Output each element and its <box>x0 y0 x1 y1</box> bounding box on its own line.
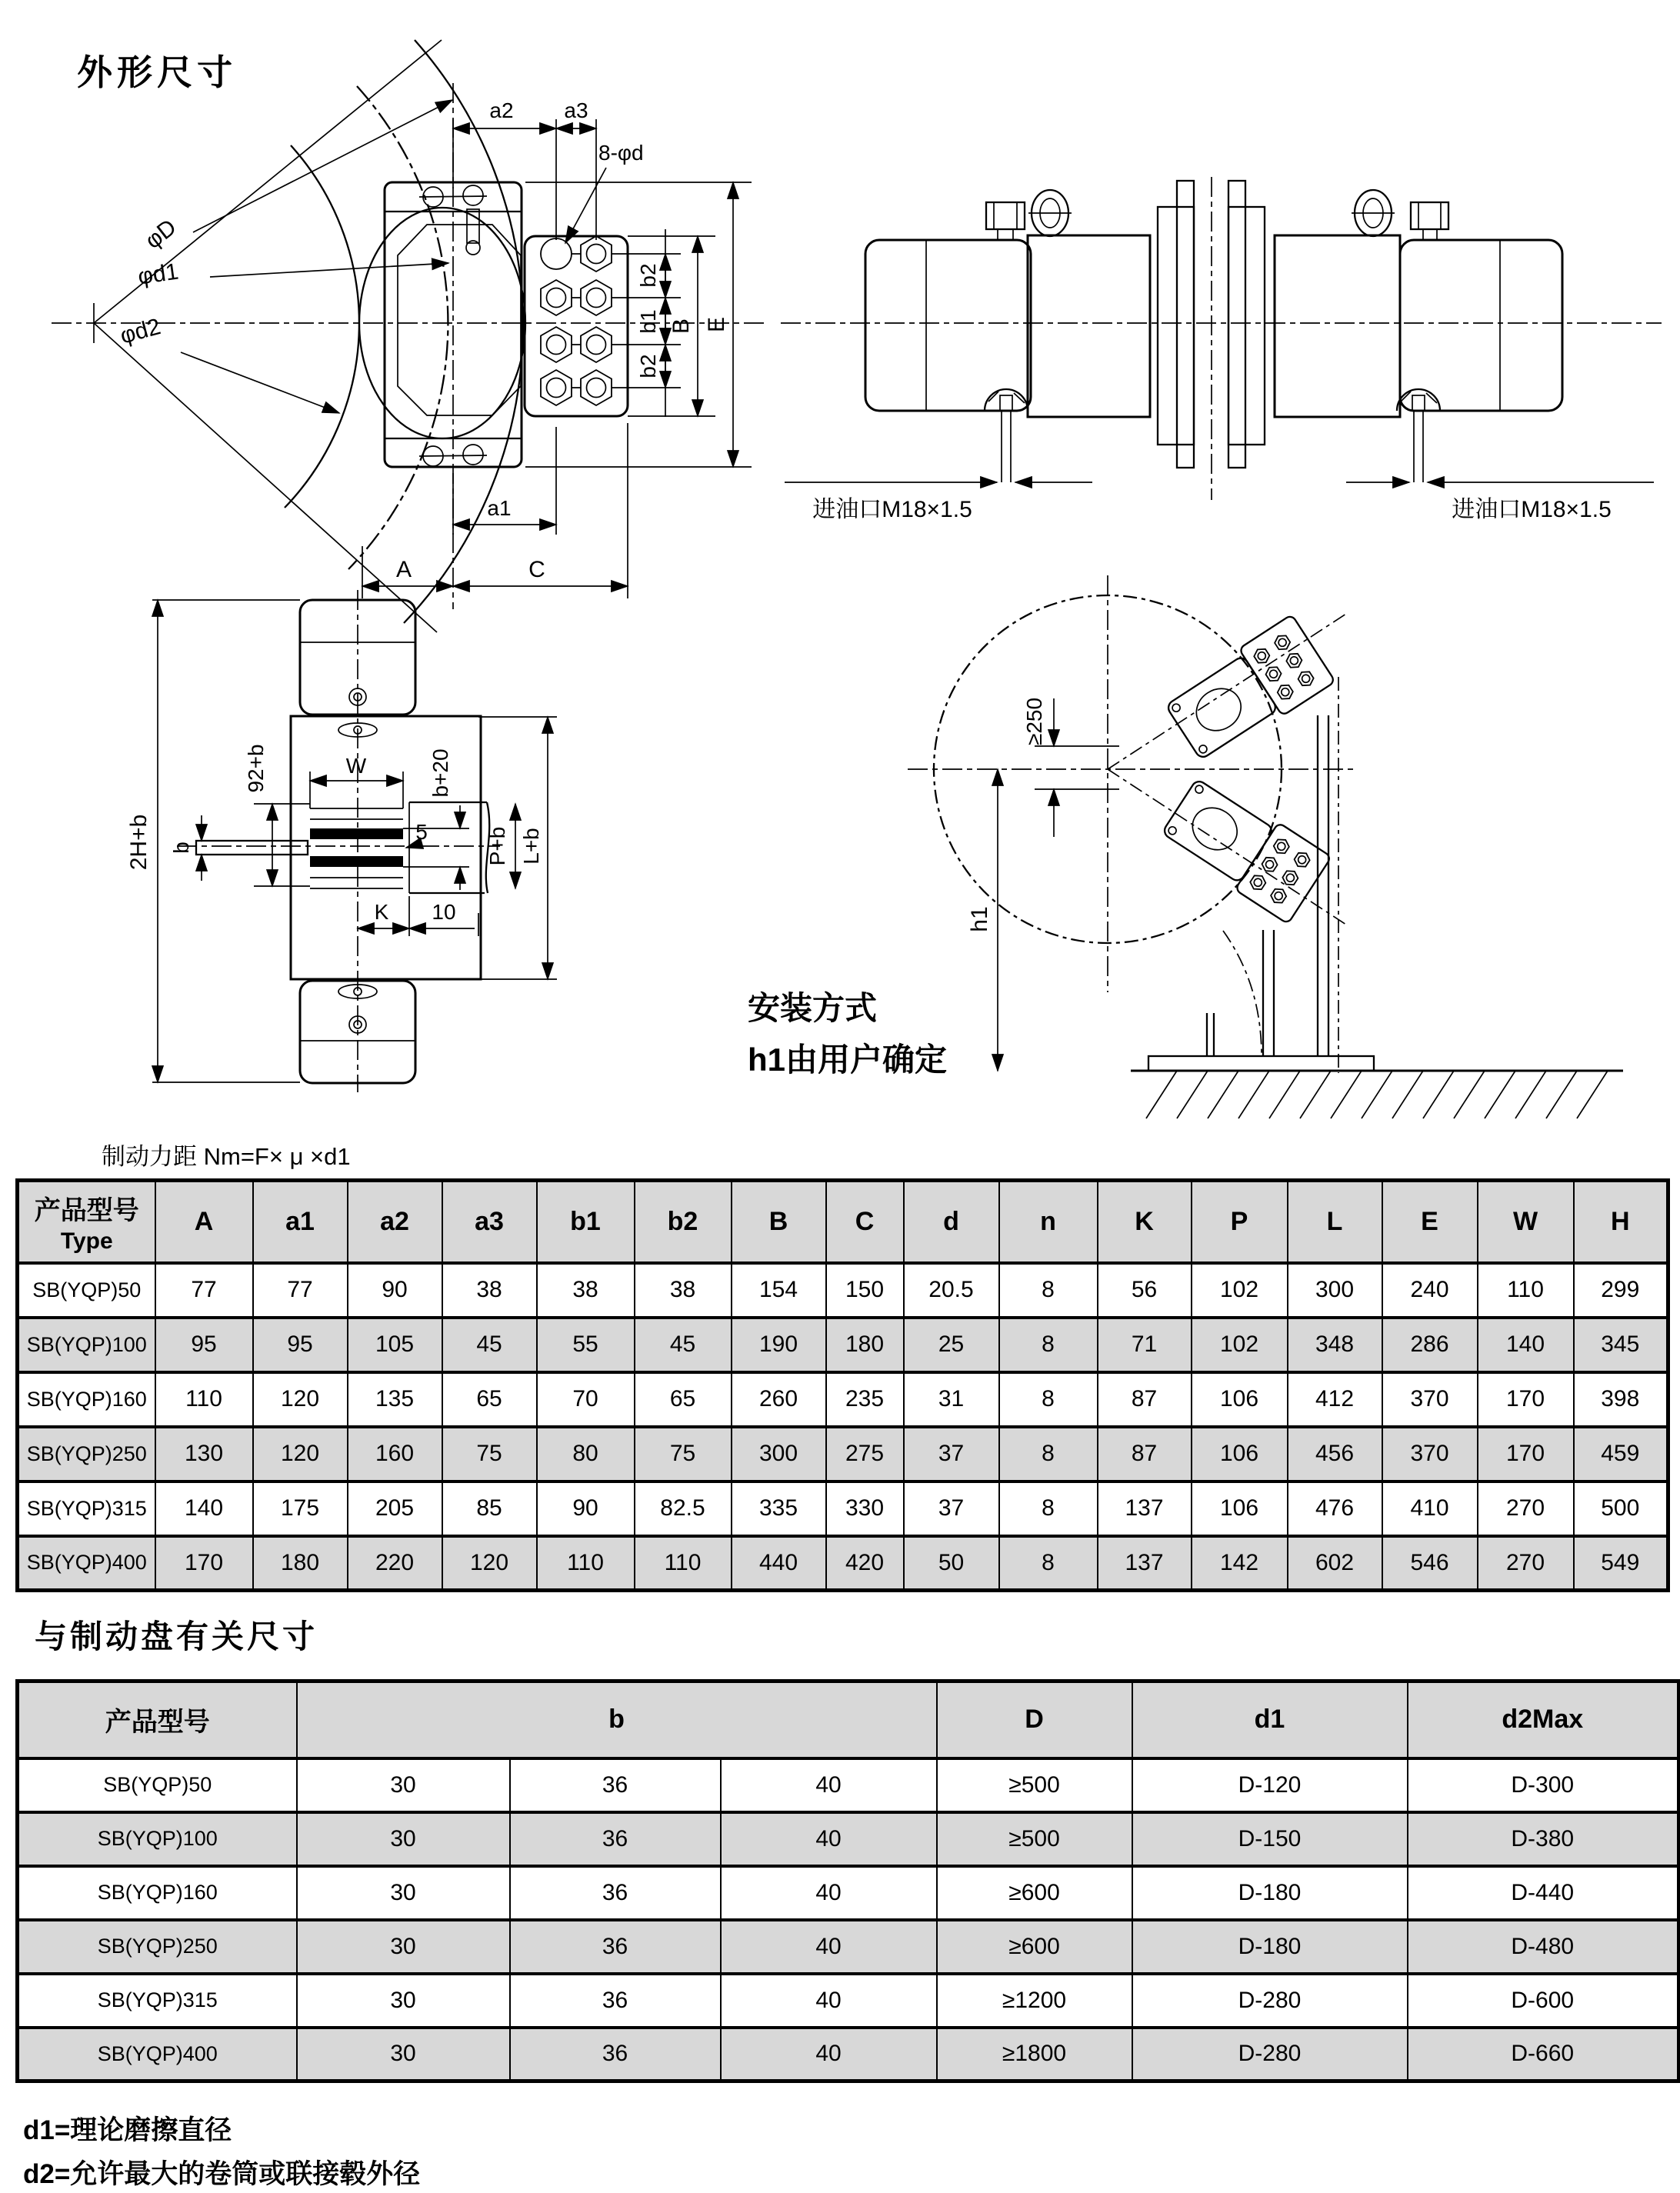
table-cell: 80 <box>537 1427 635 1481</box>
table-cell: D-180 <box>1132 1866 1408 1920</box>
col-header-E: E <box>1382 1181 1478 1263</box>
table-row <box>18 1481 1668 1536</box>
table-cell: 130 <box>155 1427 253 1481</box>
table-cell: SB(YQP)160 <box>18 1866 297 1920</box>
table-cell: 170 <box>1478 1427 1574 1481</box>
table-cell: 120 <box>442 1536 537 1591</box>
table-cell: 410 <box>1382 1481 1478 1536</box>
side-dimensions <box>785 482 1654 522</box>
table-cell: SB(YQP)315 <box>18 1481 155 1536</box>
table-cell: 154 <box>732 1263 826 1318</box>
table-cell: D-600 <box>1408 1974 1679 2028</box>
table-cell: 8 <box>999 1318 1098 1372</box>
table-cell: 205 <box>348 1481 442 1536</box>
table-row <box>18 1427 1668 1481</box>
table-cell: 50 <box>904 1536 999 1591</box>
table-cell: 40 <box>721 1758 937 1812</box>
table-cell: 40 <box>721 1920 937 1974</box>
table-cell: D-150 <box>1132 1812 1408 1866</box>
oil-port-label-right: 进油口M18×1.5 <box>1452 497 1612 522</box>
caliper-lower <box>1158 772 1332 924</box>
col-header-type <box>18 1181 155 1263</box>
table-cell: 270 <box>1478 1536 1574 1591</box>
table-row <box>18 1758 1679 1812</box>
front-dimensions <box>118 98 752 598</box>
table-cell: 38 <box>537 1263 635 1318</box>
col-header-b2: b2 <box>635 1181 732 1263</box>
table-cell: D-380 <box>1408 1812 1679 1866</box>
table-cell: 330 <box>826 1481 904 1536</box>
top-fittings <box>986 190 1448 240</box>
disc-table <box>15 1679 1680 2083</box>
table-cell: 120 <box>253 1427 348 1481</box>
table-cell: 270 <box>1478 1481 1574 1536</box>
table-cell: ≥1200 <box>937 1974 1132 2028</box>
caliper-body <box>359 182 525 467</box>
table-cell: 40 <box>721 1866 937 1920</box>
col-header-b1: b1 <box>537 1181 635 1263</box>
table-cell: 160 <box>348 1427 442 1481</box>
table-cell: ≥1800 <box>937 2028 1132 2081</box>
table-row <box>18 1263 1668 1318</box>
col-header-a1: a1 <box>253 1181 348 1263</box>
table-cell: 120 <box>253 1372 348 1427</box>
table-cell: 30 <box>297 1920 510 1974</box>
table-cell: D-440 <box>1408 1866 1679 1920</box>
table-cell: 110 <box>635 1536 732 1591</box>
dim-a3: a3 <box>564 98 588 122</box>
table-cell: 150 <box>826 1263 904 1318</box>
table-cell: SB(YQP)250 <box>18 1920 297 1974</box>
col-header-K: K <box>1098 1181 1192 1263</box>
table-cell: 70 <box>537 1372 635 1427</box>
install-caption-line1: 安装方式 <box>748 990 878 1026</box>
table-cell: 8 <box>999 1372 1098 1427</box>
page-title: 外形尺寸 <box>77 52 237 92</box>
col-header-n: n <box>999 1181 1098 1263</box>
table-row <box>18 1812 1679 1866</box>
table-cell: 36 <box>510 1866 721 1920</box>
table-cell: 37 <box>904 1427 999 1481</box>
table-cell: SB(YQP)160 <box>18 1372 155 1427</box>
table-cell: D-480 <box>1408 1920 1679 1974</box>
table-cell: 8 <box>999 1263 1098 1318</box>
table-cell: 82.5 <box>635 1481 732 1536</box>
col-header-D: D <box>937 1681 1132 1758</box>
dim-E: E <box>704 316 729 333</box>
table-cell: SB(YQP)250 <box>18 1427 155 1481</box>
col-header-d: d <box>904 1181 999 1263</box>
col-header-L: L <box>1288 1181 1382 1263</box>
front-centerlines <box>52 83 765 609</box>
dim-b2-bottom: b2 <box>636 354 660 378</box>
col-header-H: H <box>1574 1181 1668 1263</box>
table-cell: ≥500 <box>937 1758 1132 1812</box>
table-cell: 40 <box>721 1812 937 1866</box>
dim-phi-d1: φd1 <box>136 258 181 290</box>
table-cell: 398 <box>1574 1372 1668 1427</box>
table-cell: 190 <box>732 1318 826 1372</box>
install-dimensions <box>967 698 1054 1071</box>
ground-hatch <box>1146 1071 1608 1118</box>
table-cell: 500 <box>1574 1481 1668 1536</box>
side-view-drawing <box>769 177 1680 531</box>
table-cell: 135 <box>348 1372 442 1427</box>
col-header-type-en: Type <box>60 1228 113 1254</box>
table-cell: 142 <box>1192 1536 1288 1591</box>
table-row <box>18 1536 1668 1591</box>
installation-drawing <box>731 569 1680 1138</box>
table-cell: 286 <box>1382 1318 1478 1372</box>
dim-min-250: ≥250 <box>1022 697 1046 746</box>
table-cell: 175 <box>253 1481 348 1536</box>
table-cell: 106 <box>1192 1481 1288 1536</box>
table-cell: 71 <box>1098 1318 1192 1372</box>
dim-l-b: L+b <box>519 828 543 865</box>
dim-w: W <box>345 754 367 778</box>
side-bodies <box>865 235 1562 417</box>
dim-5: 5 <box>415 820 428 844</box>
dim-phi-d2: φd2 <box>117 314 164 349</box>
table-cell: 137 <box>1098 1536 1192 1591</box>
table-cell: 75 <box>442 1427 537 1481</box>
dim-2h-b: 2H+b <box>126 814 152 871</box>
dim-b-20: b+20 <box>428 748 452 798</box>
table-cell: ≥500 <box>937 1812 1132 1866</box>
caliper-upper <box>1162 615 1335 766</box>
col-header-P: P <box>1192 1181 1288 1263</box>
dimension-table <box>15 1178 1670 1592</box>
table-cell: 260 <box>732 1372 826 1427</box>
table-cell: 36 <box>510 1812 721 1866</box>
table-cell: 30 <box>297 2028 510 2081</box>
table-cell: 8 <box>999 1481 1098 1536</box>
table-cell: 85 <box>442 1481 537 1536</box>
dim-b2-top: b2 <box>636 263 660 288</box>
table-cell: 602 <box>1288 1536 1382 1591</box>
bolt-callout: 8-φd <box>598 141 644 165</box>
footnote-d2: d2=允许最大的卷筒或联接毂外径 <box>23 2158 421 2189</box>
table-cell: SB(YQP)50 <box>18 1758 297 1812</box>
install-caption-line2: h1由用户确定 <box>748 1042 948 1078</box>
plan-body <box>291 600 481 1083</box>
table-cell: 235 <box>826 1372 904 1427</box>
dim-k: K <box>374 900 389 924</box>
table-cell: 370 <box>1382 1427 1478 1481</box>
table-row <box>18 1866 1679 1920</box>
brake-torque-formula: 制动力距 Nm=F× μ ×d1 <box>102 1143 351 1170</box>
col-header-W: W <box>1478 1181 1574 1263</box>
col-header-type: 产品型号 <box>18 1681 297 1758</box>
table-cell: 30 <box>297 1866 510 1920</box>
col-header-a2: a2 <box>348 1181 442 1263</box>
plan-dimensions <box>126 600 557 1082</box>
table-cell: 220 <box>348 1536 442 1591</box>
front-view-drawing <box>42 38 819 638</box>
table-cell: 90 <box>537 1481 635 1536</box>
table-cell: 77 <box>155 1263 253 1318</box>
table-cell: 40 <box>721 1974 937 2028</box>
table-cell: 412 <box>1288 1372 1382 1427</box>
col-header-B: B <box>732 1181 826 1263</box>
table-cell: 170 <box>155 1536 253 1591</box>
table-cell: 106 <box>1192 1372 1288 1427</box>
table-cell: 170 <box>1478 1372 1574 1427</box>
table-cell: 549 <box>1574 1536 1668 1591</box>
table-row <box>18 1318 1668 1372</box>
dim-B: B <box>668 318 694 335</box>
table-cell: 140 <box>1478 1318 1574 1372</box>
table-cell: 65 <box>635 1372 732 1427</box>
table-cell: 36 <box>510 1920 721 1974</box>
table-cell: 38 <box>442 1263 537 1318</box>
table-cell: 40 <box>721 2028 937 2081</box>
table-cell: SB(YQP)100 <box>18 1812 297 1866</box>
disc-and-pads <box>196 808 403 888</box>
table-cell: 546 <box>1382 1536 1478 1591</box>
table-cell: 110 <box>1478 1263 1574 1318</box>
mount-bracket <box>403 802 489 893</box>
table-cell: 20.5 <box>904 1263 999 1318</box>
dim-C: C <box>528 557 545 582</box>
table-cell: 300 <box>732 1427 826 1481</box>
table-cell: D-280 <box>1132 1974 1408 2028</box>
dim-p-b: P+b <box>485 826 509 866</box>
table-cell: D-660 <box>1408 2028 1679 2081</box>
table-cell: D-120 <box>1132 1758 1408 1812</box>
table-cell: 140 <box>155 1481 253 1536</box>
section-title-disc: 与制动盘有关尺寸 <box>35 1618 318 1655</box>
dim-92-b: 92+b <box>244 744 268 793</box>
dimension-table-header-row <box>18 1181 1668 1263</box>
table-cell: 77 <box>253 1263 348 1318</box>
col-header-type-cn: 产品型号 <box>34 1195 139 1225</box>
table-row <box>18 1920 1679 1974</box>
table-cell: 65 <box>442 1372 537 1427</box>
dim-b: b <box>169 842 193 854</box>
dim-h1: h1 <box>967 906 992 932</box>
table-cell: 335 <box>732 1481 826 1536</box>
table-cell: 30 <box>297 1758 510 1812</box>
table-cell: SB(YQP)50 <box>18 1263 155 1318</box>
table-cell: 106 <box>1192 1427 1288 1481</box>
col-header-d2max: d2Max <box>1408 1681 1679 1758</box>
dim-b1: b1 <box>636 309 660 334</box>
table-cell: 95 <box>253 1318 348 1372</box>
col-header-d1: d1 <box>1132 1681 1408 1758</box>
table-cell: D-300 <box>1408 1758 1679 1812</box>
support-structure <box>1131 677 1623 1118</box>
table-cell: 90 <box>348 1263 442 1318</box>
table-cell: SB(YQP)400 <box>18 2028 297 2081</box>
plan-view-drawing <box>69 581 592 1131</box>
table-cell: 348 <box>1288 1318 1382 1372</box>
table-cell: 180 <box>826 1318 904 1372</box>
table-cell: 36 <box>510 1974 721 2028</box>
table-cell: 345 <box>1574 1318 1668 1372</box>
oil-port-label-left: 进油口M18×1.5 <box>812 497 972 522</box>
table-cell: 456 <box>1288 1427 1382 1481</box>
table-cell: 36 <box>510 1758 721 1812</box>
table-cell: 87 <box>1098 1427 1192 1481</box>
side-centerlines <box>781 177 1662 500</box>
table-cell: 240 <box>1382 1263 1478 1318</box>
footnote-d1: d1=理论磨擦直径 <box>23 2115 232 2145</box>
table-cell: 180 <box>253 1536 348 1591</box>
table-cell: 299 <box>1574 1263 1668 1318</box>
table-cell: 55 <box>537 1318 635 1372</box>
col-header-A: A <box>155 1181 253 1263</box>
table-cell: 420 <box>826 1536 904 1591</box>
table-cell: 36 <box>510 2028 721 2081</box>
install-caption <box>748 990 947 1078</box>
table-cell: 102 <box>1192 1263 1288 1318</box>
table-cell: 37 <box>904 1481 999 1536</box>
dim-a1: a1 <box>487 496 512 520</box>
table-cell: 30 <box>297 1974 510 2028</box>
table-cell: 87 <box>1098 1372 1192 1427</box>
table-cell: 105 <box>348 1318 442 1372</box>
table-cell: 102 <box>1192 1318 1288 1372</box>
table-cell: 8 <box>999 1536 1098 1591</box>
table-cell: 476 <box>1288 1481 1382 1536</box>
dim-10: 10 <box>432 900 456 924</box>
table-cell: 440 <box>732 1536 826 1591</box>
table-cell: 137 <box>1098 1481 1192 1536</box>
table-cell: SB(YQP)400 <box>18 1536 155 1591</box>
table-cell: 95 <box>155 1318 253 1372</box>
table-cell: 300 <box>1288 1263 1382 1318</box>
table-row <box>18 2028 1679 2081</box>
table-cell: D-280 <box>1132 2028 1408 2081</box>
table-cell: 45 <box>442 1318 537 1372</box>
table-cell: 31 <box>904 1372 999 1427</box>
table-cell: 38 <box>635 1263 732 1318</box>
table-cell: SB(YQP)315 <box>18 1974 297 2028</box>
table-cell: ≥600 <box>937 1866 1132 1920</box>
disc-table-header-row <box>18 1681 1679 1758</box>
table-row <box>18 1372 1668 1427</box>
table-cell: SB(YQP)100 <box>18 1318 155 1372</box>
dim-A: A <box>395 557 412 582</box>
table-cell: ≥600 <box>937 1920 1132 1974</box>
col-header-C: C <box>826 1181 904 1263</box>
table-cell: 459 <box>1574 1427 1668 1481</box>
table-cell: 30 <box>297 1812 510 1866</box>
table-cell: 25 <box>904 1318 999 1372</box>
col-header-a3: a3 <box>442 1181 537 1263</box>
table-cell: 110 <box>155 1372 253 1427</box>
table-cell: 45 <box>635 1318 732 1372</box>
oil-ports <box>985 389 1440 482</box>
footnotes <box>23 2109 420 2193</box>
table-cell: 56 <box>1098 1263 1192 1318</box>
table-row <box>18 1974 1679 2028</box>
table-cell: 110 <box>537 1536 635 1591</box>
col-header-b: b <box>297 1681 937 1758</box>
table-cell: 370 <box>1382 1372 1478 1427</box>
table-cell: 75 <box>635 1427 732 1481</box>
dim-a2: a2 <box>489 98 514 122</box>
table-cell: 8 <box>999 1427 1098 1481</box>
dim-phi-D: φD <box>140 214 182 255</box>
table-cell: D-180 <box>1132 1920 1408 1974</box>
table-cell: 275 <box>826 1427 904 1481</box>
